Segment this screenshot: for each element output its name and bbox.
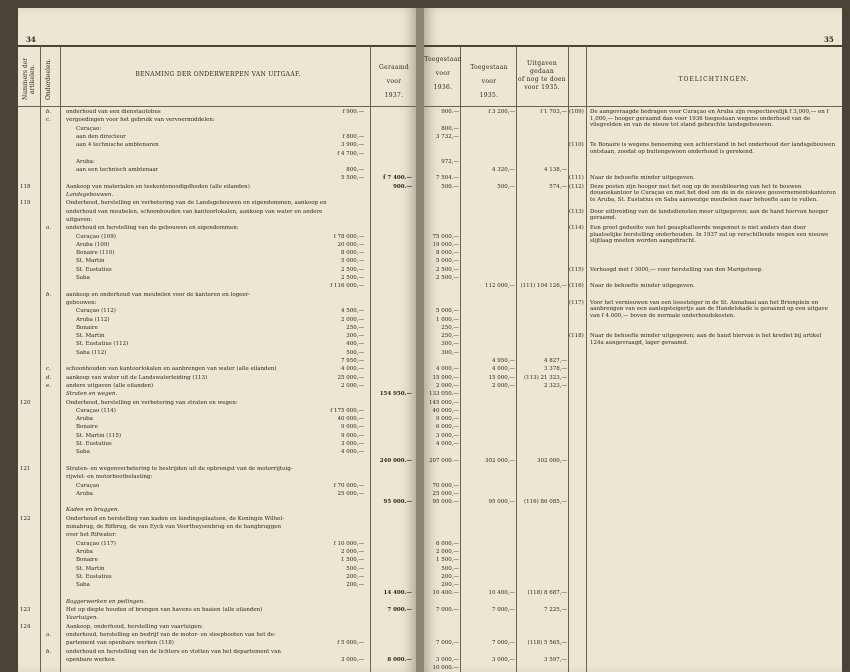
sub-amount: 25 000,—: [337, 490, 364, 497]
amount-1935: 4 000,—: [492, 366, 515, 373]
item-text: St. Martin: [76, 258, 105, 265]
amount-1936: 95 000.—: [432, 499, 459, 506]
amount-1936: 250,—: [441, 333, 459, 340]
item-text: St. Eustatius: [76, 266, 112, 273]
section-heading: Kaden en bruggen.: [66, 507, 120, 514]
sub-amount: 3 000,—: [341, 656, 364, 663]
amount-1936: 500,—: [441, 565, 459, 572]
amount-1936: 75 000,—: [432, 233, 459, 240]
item-text: over het Rifwater:: [66, 532, 117, 539]
header-onderdeelen: Onderdeelen.: [45, 58, 52, 100]
col-divider: [60, 46, 61, 672]
note-reference: (109): [569, 109, 584, 115]
item-text: aan 4 technische ambtenaren: [76, 142, 159, 149]
sub-amount: 5 000,—: [341, 258, 364, 265]
item-text: uitgaven:: [66, 216, 93, 223]
item-text: St. Eustatius: [76, 573, 112, 580]
explanatory-note: Verhoogd met f 3000,— voor herstelling van den Marigotweg.: [590, 266, 763, 273]
item-text: andere uitgaven (alle eilanden): [66, 382, 154, 389]
header-nummers: Nummers der artikelen.: [22, 57, 36, 101]
sub-amount: 8 000,—: [341, 250, 364, 257]
sub-amount: 500,—: [346, 349, 364, 356]
geraamd-amount: 14 400.—: [383, 590, 412, 597]
note-reference: (112): [569, 183, 584, 190]
amount-1936: 19 000,—: [432, 241, 459, 248]
section-heading: Straten en wegen.: [66, 391, 118, 398]
amount-1936: 1 000,—: [436, 316, 459, 323]
item-text: Aankoop, onderhoud, herstelling van vaartuigen:: [66, 623, 203, 630]
sub-amount: 3 900,—: [341, 142, 364, 149]
amount-1936: 15 000,—: [432, 374, 459, 381]
article-number: 119: [20, 200, 31, 207]
section-heading: Landsgebouwen.: [66, 192, 114, 198]
item-text: minabrug, de Rifbrug, de van Eyck van Voorthuysenbrug en de hangbruggen: [66, 524, 282, 530]
note-reference: (113): [569, 208, 584, 215]
sub-amount: 200,—: [346, 582, 364, 589]
sub-amount: 2 500,—: [341, 266, 364, 273]
note-reference: (117): [569, 299, 584, 306]
explanatory-note: Voor het vernieuwen van een losssteiger in de St. Annabaai aan het Brionplein en aanbrengen van een aanlegsteigertje aan de Handelskade is geraamd op een uitgave van f 4.000,— boven de normale onderhoudskosten.: [590, 299, 828, 320]
item-text: onderhoud en herstelling van de lichters en vlotten van het departement van: [66, 648, 281, 655]
item-text: Curaçao:: [76, 125, 102, 132]
item-text: aankoop van water uit de Landswaterleiding (113): [66, 374, 208, 381]
right-page: [424, 8, 842, 672]
expenditure-1935: 302 000,—: [537, 457, 567, 464]
note-reference: (114): [569, 225, 584, 232]
amount-1935: 10 400,—: [488, 590, 515, 597]
amount-1936: 7 000,—: [436, 640, 459, 647]
amount-1936: 6 000,—: [436, 424, 459, 431]
item-text: Aankoop van materialen en teekentenoodigdheden (alle eilanden): [66, 183, 250, 190]
item-text: Onderhoud, herstelling en verbetering van de Landsgebouwen en eigendommen, aankoop en: [66, 200, 327, 207]
item-text: rijwiel- en motorbootbelasting:: [66, 474, 153, 481]
amount-1936: 5 000,—: [436, 308, 459, 315]
subsection-letter: b.: [46, 109, 52, 115]
col-divider: [460, 46, 461, 672]
note-reference: (118): [569, 333, 584, 340]
expenditure-1935: (113) 21 323,—: [523, 374, 567, 381]
item-text: onderhoud van een dienstautobus: [66, 109, 161, 115]
amount-1936: 250,—: [441, 324, 459, 331]
amount-1936: 9 000,—: [436, 416, 459, 423]
item-text: Curaçao: [76, 482, 100, 489]
sub-amount: 2 000,—: [341, 382, 364, 389]
item-text: Het op diepte houden of brengen van havens en baaien (alle eilanden): [66, 607, 263, 613]
item-text: Curaçao (109): [76, 233, 116, 240]
subsection-letter: d.: [46, 374, 52, 381]
item-text: St. Martin: [76, 333, 105, 340]
header-geraamd: Geraamd voor 1937.: [379, 64, 409, 99]
item-text: vergoedingen voor het gebruik van vervoermiddelen:: [66, 117, 215, 124]
item-text: Curaçao (117): [76, 540, 116, 547]
sub-amount: f 116 000,—: [330, 283, 364, 290]
geraamd-amount: 95 000.—: [383, 499, 412, 506]
subsection-letter: c.: [46, 366, 51, 373]
note-reference: (116): [569, 283, 584, 290]
amount-1935: 500,—: [497, 183, 515, 190]
item-text: onderhoud van meubelen, schoonhouden van kantoorlokalen, aankoop van water en andere: [66, 208, 323, 215]
expenditure-1935: (118) 5 565,—: [527, 640, 567, 647]
explanatory-note: Door uitbreiding van de landsdiensten meer uitgegeven; aan de hand hiervan hooger geraamd.: [590, 208, 829, 222]
header-uitgaven: Uitgaven gedaan of nog te doen voor 1935.: [518, 60, 566, 91]
amount-1935: 302 000,—: [485, 457, 515, 464]
item-text: gebouwen:: [66, 299, 97, 306]
expenditure-1935: (111) 104 126,—: [520, 283, 567, 290]
geraamd-amount: 8 000.—: [387, 656, 412, 663]
amount-1935: 2 000,—: [492, 382, 515, 389]
col-divider: [586, 46, 587, 672]
amount-1935: 3 000,—: [492, 656, 515, 663]
left-page: [18, 8, 416, 672]
sub-amount: f 10 000,—: [333, 540, 364, 547]
amount-1936: 2 500,—: [436, 266, 459, 273]
sub-amount: f 900.—: [342, 109, 364, 115]
amount-1936: 2 000,—: [436, 548, 459, 555]
article-number: 120: [20, 399, 31, 406]
subsection-letter: a.: [46, 631, 52, 638]
amount-1936: 7 000.—: [436, 607, 459, 613]
amount-1935: 4 320,—: [492, 167, 515, 174]
explanatory-note: De aangevraagde bedragen voor Curaçao en Aruba zijn respectievelijk f 3,000,— en f 1,000,— hooger geraamd dan voor 1936 toegestaan wegens onderhoud van de vliegvelden en van de nieuw tot stand gebrachte landsgebouwen.: [590, 109, 829, 129]
expenditure-1935: (118) 8 687,—: [527, 590, 567, 597]
header-benaming: BENAMING DER ONDERWERPEN VAN UITGAAF.: [135, 71, 301, 78]
sub-amount: 250,—: [346, 324, 364, 331]
explanatory-note: Te Bonaire is wegens benoeming een achterstand in het onderhoud der landsgebouwen ontstaan, zoodat op buitengewoon onderhoud is gerekend.: [590, 142, 836, 155]
header-top-rule: [424, 45, 842, 47]
sub-amount: 300,—: [346, 333, 364, 340]
amount-1936: 500.—: [441, 183, 459, 190]
sub-amount: 400,—: [346, 341, 364, 348]
amount-1936: 10 400.—: [432, 590, 459, 597]
item-text: Onderhoud, herstelling en verbetering van straten en wegen:: [66, 399, 238, 406]
amount-1936: 8 000,—: [436, 250, 459, 257]
geraamd-amount: 154 950.—: [379, 391, 412, 398]
amount-1935: 112 000,—: [485, 283, 515, 290]
item-text: Curaçao (114): [76, 407, 116, 414]
amount-1936: 10 000.—: [432, 665, 459, 672]
item-text: St. Martin: [76, 565, 105, 572]
sub-amount: f 70 000,—: [333, 482, 364, 489]
item-text: Bonaire: [76, 424, 98, 431]
item-text: Aruba (112): [76, 316, 110, 323]
subsection-letter: e.: [46, 382, 52, 389]
amount-1935: 4 950,—: [492, 358, 515, 364]
explanatory-note: Deze posten zijn hooger met het oog op de meubileering van het te bouwen douanekantoor te Curaçao en met het doel om de in de nieuwe gouvernementskantoren te Aruba, St. Eustatius en Saba aanwezige meubelen naar behoefte aan te vullen.: [590, 183, 836, 203]
item-text: Bonaire: [76, 557, 98, 564]
sub-amount: f 800,—: [342, 133, 364, 140]
geraamd-amount: 900.—: [393, 183, 412, 190]
section-heading: Vaartuigen.: [66, 615, 99, 622]
note-reference: (111): [569, 175, 584, 182]
item-text: Aruba: [76, 548, 93, 555]
header-toegestaan-1936: Toegestaan voor 1936.: [424, 56, 462, 91]
item-text: onderhoud, herstelling en bedrijf van de motor- en sleepbooten van het de-: [66, 631, 276, 638]
expenditure-1935: 2 323,—: [544, 382, 567, 389]
expenditure-1935: 3 597,—: [544, 656, 567, 663]
expenditure-1935: (116) 86 085,—: [523, 499, 567, 506]
note-reference: (110): [569, 142, 584, 149]
article-number: 118: [20, 183, 31, 190]
header-toelichtingen: TOELICHTINGEN.: [678, 76, 750, 83]
page-number-left: 34: [26, 35, 36, 44]
item-text: Onderhoud en herstelling van kaden en landingsplaatsen, de Koningin Wilhel-: [66, 515, 284, 522]
sub-amount: 40 000,—: [337, 416, 364, 423]
amount-1936: 4 000,—: [436, 441, 459, 447]
subsection-letter: b.: [46, 291, 52, 298]
amount-1936: 2 500,—: [436, 275, 459, 281]
item-text: Bonaire: [76, 324, 98, 331]
col-divider: [370, 46, 371, 672]
header-bottom-rule: [424, 106, 842, 107]
item-text: Curaçao (112): [76, 308, 116, 315]
amount-1935: 7 000,—: [492, 607, 515, 613]
amount-1936: 3 732,—: [436, 133, 459, 140]
item-text: openbare werken: [66, 656, 115, 663]
sub-amount: 4 000,—: [341, 366, 364, 373]
header-top-rule: [18, 45, 416, 47]
page-number-right: 35: [824, 35, 834, 44]
sub-amount: 2 500,—: [341, 275, 364, 281]
sub-amount: 3 000,—: [341, 441, 364, 447]
sub-amount: f 175 000,—: [330, 407, 364, 414]
article-number: 123: [20, 607, 31, 613]
geraamd-amount: f 7 400.—: [383, 175, 412, 182]
expenditure-1935: 7 225,—: [544, 607, 567, 613]
amount-1936: 7 504.—: [436, 175, 459, 182]
section-heading: Baggerwerken en peilingen.: [66, 598, 145, 605]
item-text: Bonaire (110): [76, 250, 115, 257]
expenditure-1935: 574,—: [549, 183, 567, 190]
amount-1936: 1 500,—: [436, 557, 459, 564]
amount-1936: 900.—: [441, 109, 459, 115]
sub-amount: 9 000,—: [341, 424, 364, 431]
header-toegestaan-1935: Toegestaan voor 1935.: [470, 64, 508, 99]
sub-amount: 500,—: [346, 565, 364, 572]
explanatory-note: Naar de behoefte minder uitgegeven.: [590, 175, 695, 182]
amount-1936: 70 000,—: [432, 482, 459, 489]
sub-amount: f 5 000,—: [337, 640, 364, 647]
article-number: 124: [20, 623, 31, 630]
amount-1935: 7 000,—: [492, 640, 515, 647]
item-text: Saba: [76, 449, 90, 456]
amount-1935: 15 000,—: [488, 374, 515, 381]
expenditure-1935: f 1 703,—: [540, 109, 567, 115]
item-text: St. Martin (115): [76, 432, 122, 439]
amount-1936: 5 000,—: [436, 258, 459, 265]
explanatory-note: Naar de behoefte minder uitgegeven; aan de hand hiervan is het krediet bij artikel 124a aangevraagd, lager geraamd.: [590, 333, 822, 346]
amount-1936: 200,—: [441, 573, 459, 580]
item-text: Saba: [76, 582, 90, 589]
sub-amount: 25 000,—: [337, 374, 364, 381]
item-text: Aruba: [76, 416, 93, 423]
amount-1936: 972,—: [441, 158, 459, 165]
amount-1936: 800,—: [441, 125, 459, 132]
geraamd-amount: 240 000.—: [379, 457, 412, 464]
sub-amount: 7 950,—: [341, 358, 364, 364]
amount-1936: 3 000,—: [436, 656, 459, 663]
book-gutter: [416, 8, 424, 672]
sub-amount: 9 000,—: [341, 432, 364, 439]
subsection-letter: c.: [46, 117, 51, 124]
amount-1936: 2 000,—: [436, 382, 459, 389]
amount-1936: 25 000,—: [432, 490, 459, 497]
sub-amount: 4 500,—: [341, 308, 364, 315]
item-text: St. Eustatius (112): [76, 341, 129, 348]
amount-1936: 40 000,—: [432, 407, 459, 414]
sub-amount: 4 000,—: [341, 449, 364, 456]
item-text: Aruba: [76, 490, 93, 497]
item-text: onderhoud en herstelling van de gebouwen en eigendommen:: [66, 225, 239, 232]
sub-amount: 1 500,—: [341, 557, 364, 564]
explanatory-note: Een groot gedeelte van het geasphalteerde wegennet is niet anders dan door plaatselijke herstelling onderhouden. In 1937 zal op verschillende wegen een nieuwe slijtlaag moeten worden aangebracht.: [590, 225, 829, 245]
amount-1936: 207 000.—: [429, 457, 459, 464]
item-text: partement van openbare werken (118): [66, 640, 174, 647]
amount-1936: 145 000,—: [429, 399, 459, 406]
amount-1935: f 3 200,—: [488, 109, 515, 115]
col-divider: [40, 46, 41, 672]
item-text: aankoop en onderhoud van meubelen voor de kantoren en logeer-: [66, 291, 251, 298]
subsection-letter: b.: [46, 648, 52, 655]
header-bottom-rule: [18, 106, 416, 107]
sub-amount: 2 000,—: [341, 548, 364, 555]
sub-amount: f 78 000,—: [333, 233, 364, 240]
item-text: St. Eustatius: [76, 441, 112, 447]
item-text: Aruba:: [76, 158, 95, 165]
amount-1936: 300,—: [441, 341, 459, 348]
sub-amount: 800,—: [346, 167, 364, 174]
expenditure-1935: 3 378,—: [544, 366, 567, 373]
article-number: 122: [20, 515, 31, 522]
col-divider: [516, 46, 517, 672]
explanatory-note: Naar de behoefte minder uitgegeven.: [590, 283, 695, 290]
col-divider: [568, 46, 569, 672]
item-text: Straten- en wegenverbetering te bestrijden uit de opbrengst van de motorrijtuig-: [66, 465, 293, 472]
item-text: aan een technisch ambtenaar: [76, 167, 159, 174]
item-text: Aruba (109): [76, 241, 110, 248]
sub-amount: 200,—: [346, 573, 364, 580]
item-text: aan den directeur: [76, 133, 126, 140]
sub-amount: f 4 700,—: [337, 150, 364, 157]
amount-1936: 300,—: [441, 349, 459, 356]
expenditure-1935: 4 138,—: [544, 167, 567, 174]
sub-amount: 2 000,—: [341, 316, 364, 323]
amount-1936: 200,—: [441, 582, 459, 589]
amount-1936: 4 000,—: [436, 366, 459, 373]
amount-1936: 133 050.—: [429, 391, 459, 398]
item-text: schoonhouden van kantoorlokalen en aanbrengen van water (alle eilanden): [66, 366, 277, 373]
expenditure-1935: 4 827,—: [544, 358, 567, 364]
sub-amount: 20 000,—: [337, 241, 364, 248]
item-text: Saba: [76, 275, 90, 281]
amount-1935: 95 000,—: [488, 499, 515, 506]
note-reference: (115): [569, 266, 584, 273]
subsection-letter: a.: [46, 225, 52, 232]
article-number: 121: [20, 465, 31, 472]
amount-1936: 3 000,—: [436, 432, 459, 439]
item-text: Saba (112): [76, 349, 107, 356]
sub-amount: 5 500,—: [341, 175, 364, 182]
amount-1936: 6 000,—: [436, 540, 459, 547]
geraamd-amount: 7 000.—: [387, 607, 412, 613]
